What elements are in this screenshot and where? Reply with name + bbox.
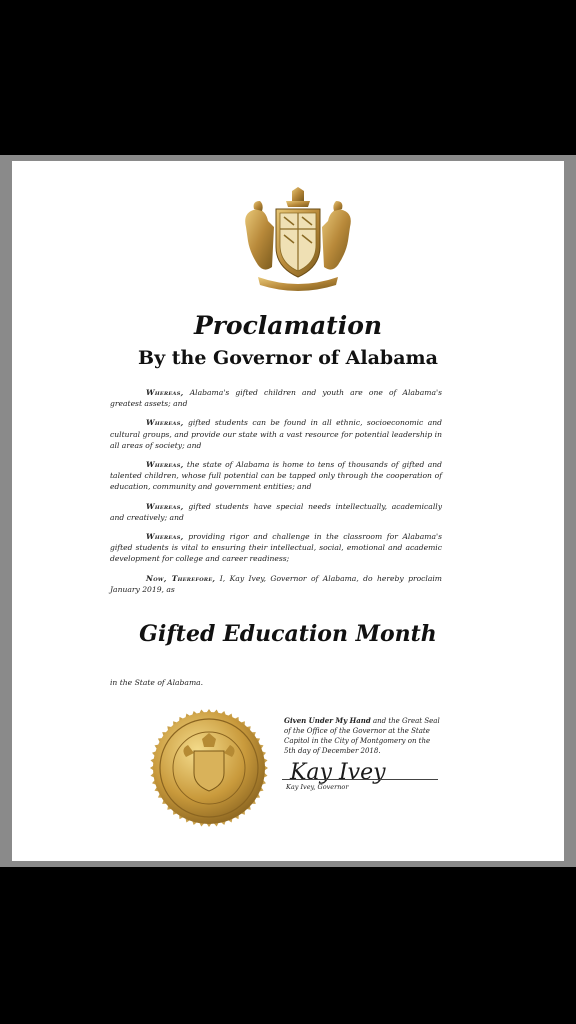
proclamation-title: Proclamation [193,311,383,340]
whereas-paragraph: Whereas, gifted students have special needs intellectually, academically and creatively; and [110,501,442,522]
alabama-coat-of-arms-icon [238,187,358,293]
whereas-paragraph: Whereas, gifted students can be found in all ethnic, socioeconomic and cultural groups, and provide our state with a vast resource for potential leadership in all areas of society; and [110,418,442,450]
whereas-paragraph: Whereas, the state of Alabama is home to tens of thousands of gifted and talented children, whose full potential can be tapped only through the cooperation of education, community and government entities; and [110,460,442,492]
document-frame [0,155,576,867]
signer-name: Kay Ivey, Governor [286,783,349,791]
gifted-education-month-heading: Gifted Education Month [139,621,437,647]
proclamation-page [12,161,564,861]
state-line: in the State of Alabama. [110,678,204,687]
signature-line [282,779,438,780]
given-under-hand-text: Given Under My Hand and the Great Seal of the Office of the Governor at the State Capitol in the City of Montgomery on the 5th day of December 2018. [284,716,440,755]
proclamation-subtitle: By the Governor of Alabama [138,347,438,369]
signature [276,753,446,787]
therefore-paragraph: Now, Therefore, I, Kay Ivey, Governor of Alabama, do hereby proclaim January 2019, as [110,573,442,594]
great-seal-icon [150,709,268,827]
proclamation-body [110,387,442,603]
whereas-paragraph: Whereas, providing rigor and challenge in the classroom for Alabama's gifted students is vital to ensuring their intellectual, social, emotional and academic development for college and career readiness; [110,532,442,564]
signature-text: Kay Ivey [290,760,386,785]
whereas-paragraph: Whereas, Alabama's gifted children and youth are one of Alabama's greatest assets; and [110,388,442,409]
